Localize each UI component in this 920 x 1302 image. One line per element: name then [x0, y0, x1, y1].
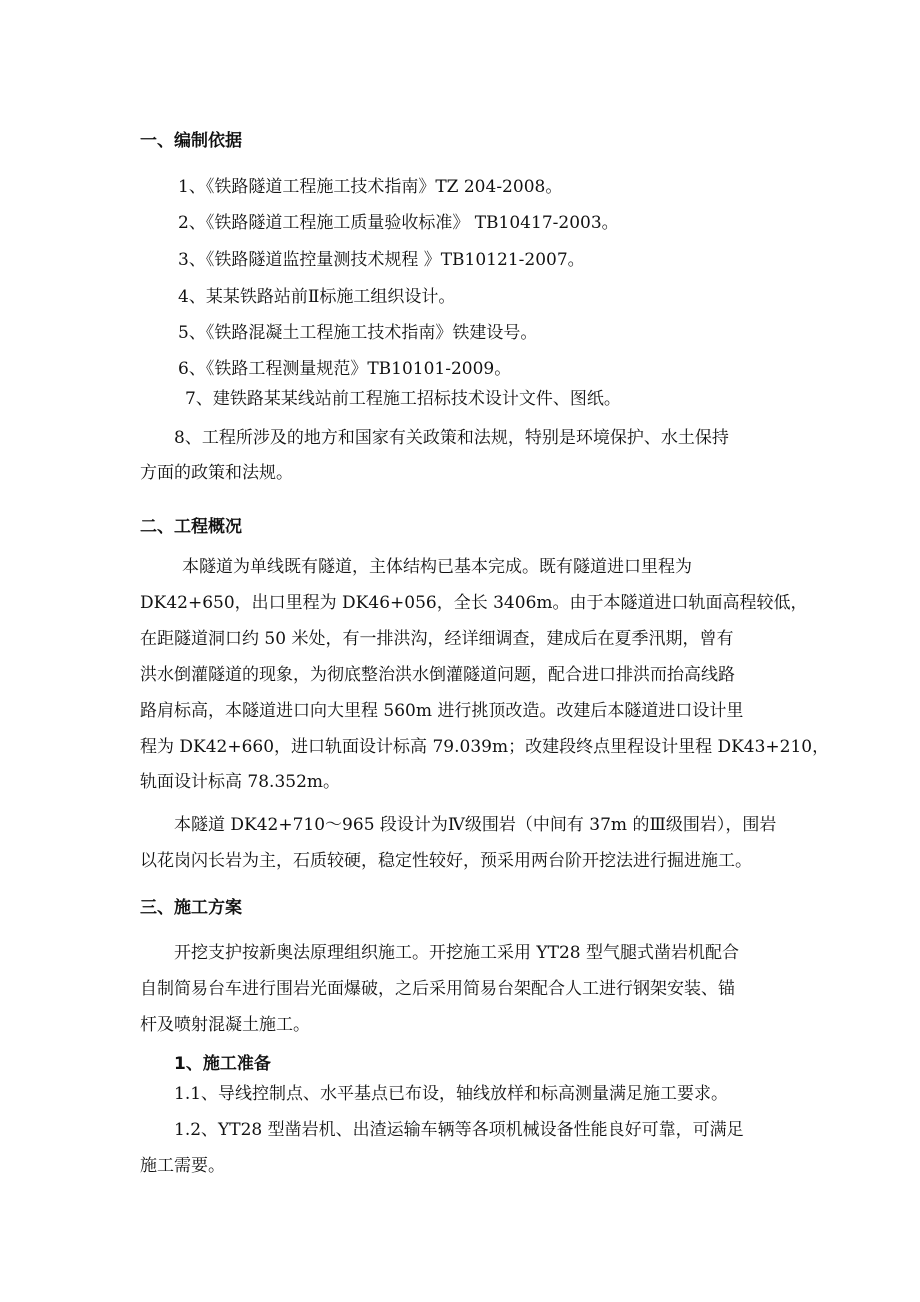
basis-item-3: 3、《铁路隧道监控量测技术规程 》TB10121-2007。 [178, 250, 585, 270]
basis-item-4: 4、某某铁路站前Ⅱ标施工组织设计。 [178, 287, 456, 307]
basis-item-8-line-2: 方面的政策和法规。 [140, 463, 293, 483]
overview-para-2-line-1: 本隧道 DK42+710～965 段设计为Ⅳ级围岩（中间有 37m 的Ⅲ级围岩），围岩 [174, 815, 777, 835]
plan-para-1-line-2: 自制简易台车进行围岩光面爆破，之后采用简易台架配合人工进行钢架安装、锚 [140, 979, 735, 999]
overview-para-2-line-2: 以花岗闪长岩为主，石质较硬，稳定性较好，预采用两台阶开挖法进行掘进施工。 [140, 851, 752, 871]
basis-item-6: 6、《铁路工程测量规范》TB10101-2009。 [178, 359, 512, 379]
overview-para-1-line-2: DK42+650，出口里程为 DK46+056，全长 3406m。由于本隧道进口轨面高程较低， [140, 593, 808, 613]
preparation-item-1-1: 1.1、导线控制点、水平基点已布设，轴线放样和标高测量满足施工要求。 [174, 1084, 729, 1104]
plan-para-1-line-3: 杆及喷射混凝土施工。 [140, 1015, 310, 1035]
overview-para-1-line-7: 轨面设计标高 78.352m。 [140, 772, 341, 792]
overview-para-1-line-4: 洪水倒灌隧道的现象，为彻底整治洪水倒灌隧道问题，配合进口排洪而抬高线路 [140, 665, 735, 685]
section-1-heading: 一、编制依据 [140, 131, 242, 151]
basis-item-1: 1、《铁路隧道工程施工技术指南》TZ 204-2008。 [178, 177, 563, 197]
preparation-item-1-2-line-1: 1.2、YT28 型凿岩机、出渣运输车辆等各项机械设备性能良好可靠，可满足 [174, 1120, 744, 1140]
overview-para-1-line-3: 在距隧道洞口约 50 米处，有一排洪沟，经详细调查，建成后在夏季汛期，曾有 [140, 629, 734, 649]
basis-item-2: 2、《铁路隧道工程施工质量验收标准》 TB10417-2003。 [178, 213, 619, 233]
overview-para-1-line-1: 本隧道为单线既有隧道，主体结构已基本完成。既有隧道进口里程为 [182, 557, 692, 577]
overview-para-1-line-5: 路肩标高，本隧道进口向大里程 560m 进行挑顶改造。改建后本隧道进口设计里 [140, 701, 744, 721]
preparation-item-1-2-line-2: 施工需要。 [140, 1156, 225, 1176]
plan-para-1-line-1: 开挖支护按新奥法原理组织施工。开挖施工采用 YT28 型气腿式凿岩机配合 [174, 943, 739, 963]
subsection-heading-preparation: 1、施工准备 [174, 1054, 271, 1074]
section-2-heading: 二、工程概况 [140, 517, 242, 537]
basis-item-8-line-1: 8、工程所涉及的地方和国家有关政策和法规，特别是环境保护、水土保持 [174, 428, 729, 448]
basis-item-5: 5、《铁路混凝土工程施工技术指南》铁建设号。 [178, 323, 538, 343]
overview-para-1-line-6: 程为 DK42+660，进口轨面设计标高 79.039m；改建段终点里程设计里程 DK43+210， [140, 737, 830, 757]
section-3-heading: 三、施工方案 [140, 898, 242, 918]
basis-item-7: 7、建铁路某某线站前工程施工招标技术设计文件、图纸。 [185, 389, 621, 409]
